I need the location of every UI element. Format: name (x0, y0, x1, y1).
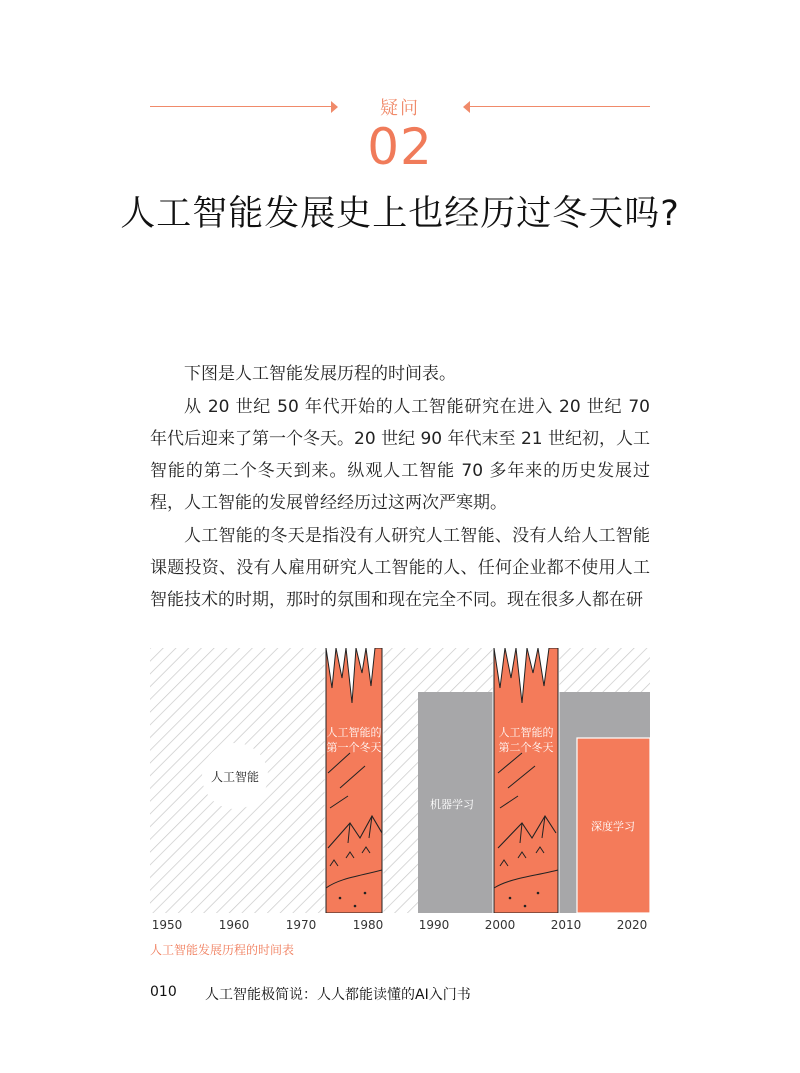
x-tick: 1960 (218, 918, 250, 932)
label-first-winter-line2: 第一个冬天 (326, 741, 382, 754)
x-tick: 2010 (550, 918, 582, 932)
section-label: 疑问 (380, 98, 420, 119)
book-title: 人工智能极简说：人人都能读懂的AI入门书 (205, 987, 471, 1003)
question-number: 02 (367, 118, 433, 176)
label-deep-learning: 深度学习 (591, 820, 635, 833)
x-tick: 1980 (352, 918, 384, 932)
first-winter-column (325, 648, 383, 913)
x-tick: 2000 (484, 918, 516, 932)
label-first-winter-line1: 人工智能的 (326, 726, 382, 739)
page-title: 人工智能发展史上也经历过冬天吗? (120, 194, 680, 234)
label-second-winter-line1: 人工智能的 (498, 726, 554, 739)
label-machine-learning: 机器学习 (430, 798, 474, 811)
timeline-chart (150, 648, 650, 913)
header-rule-left (150, 106, 332, 107)
figure-caption: 人工智能发展历程的时间表 (150, 943, 295, 957)
label-ai: 人工智能 (210, 770, 260, 784)
paragraph-history: 从 20 世纪 50 年代开始的人工智能研究在进入 20 世纪 70 年代后迎来了第一个冬天。20 世纪 90 年代末至 21 世纪初，人工智能的第二个冬天到来。纵观人工智能 70 多年来的历史发展过程，人工智能的发展曾经经历过这两次严寒期。 (150, 397, 650, 513)
header-rule-right (470, 106, 650, 107)
x-tick: 2020 (616, 918, 648, 932)
paragraph-winter-definition: 人工智能的冬天是指没有人研究人工智能、没有人给人工智能课题投资、没有人雇用研究人工智能的人、任何企业都不使用人工智能技术的时期，那时的氛围和现在完全不同。现在很多人都在研 (150, 526, 650, 610)
label-second-winter-line2: 第二个冬天 (498, 741, 554, 754)
x-tick: 1950 (151, 918, 183, 932)
page-number: 010 (150, 984, 177, 1000)
second-winter-column (493, 648, 559, 913)
arrow-right-icon (331, 101, 338, 113)
paragraph-intro: 下图是人工智能发展历程的时间表。 (184, 364, 456, 384)
arrow-left-icon (463, 101, 470, 113)
x-tick: 1990 (418, 918, 450, 932)
x-tick: 1970 (285, 918, 317, 932)
